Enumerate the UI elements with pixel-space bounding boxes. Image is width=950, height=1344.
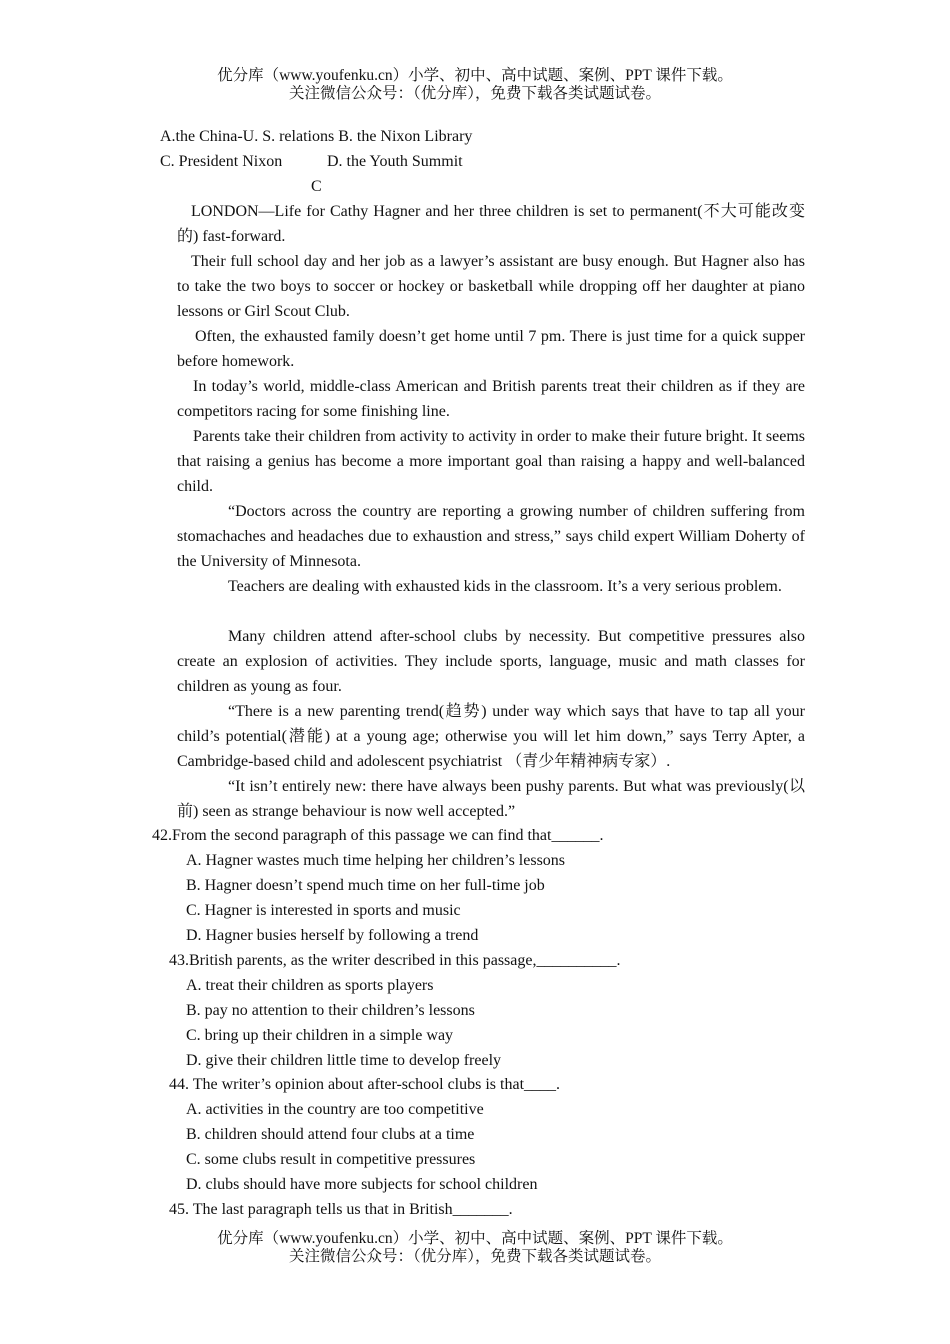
passage-paragraph-10: “It isn’t entirely new: there have always been pushy parents. But what was previously(以前) seen as strange behaviour is now well accepted.” <box>177 778 805 820</box>
question-44-option-c: C. some clubs result in competitive pressures <box>186 1151 476 1168</box>
question-42-option-b: B. Hagner doesn’t spend much time on her full-time job <box>186 877 545 894</box>
passage-paragraph-7: Teachers are dealing with exhausted kids in the classroom. It’s a very serious problem. <box>228 578 782 595</box>
section-label: C <box>311 178 322 195</box>
passage-paragraph-5: Parents take their children from activity to activity in order to make their future bright. It seems that raising a genius has become a more important goal than raising a happy and well-balanced child. <box>177 428 805 495</box>
passage-paragraph-2: Their full school day and her job as a lawyer’s assistant are busy enough. But Hagner also has to take the two boys to soccer or hockey or basketball while dropping off her daughter at piano lessons or Girl Scout Club. <box>177 253 805 320</box>
question-43-option-d: D. give their children little time to develop freely <box>186 1052 502 1069</box>
question-43-option-b: B. pay no attention to their children’s lessons <box>186 1002 475 1019</box>
prev-option-c: C. President Nixon <box>160 153 283 170</box>
passage-paragraph-8: Many children attend after-school clubs by necessity. But competitive pressures also create an explosion of activities. They include sports, language, music and math classes for children as young as four. <box>177 628 805 695</box>
question-45-stem: 45. The last paragraph tells us that in British_______. <box>169 1201 513 1218</box>
question-42-stem: 42.From the second paragraph of this passage we can find that______. <box>152 827 604 844</box>
question-42-option-d: D. Hagner busies herself by following a trend <box>186 927 479 944</box>
passage-paragraph-4: In today’s world, middle-class American and British parents treat their children as if they are competitors racing for some finishing line. <box>177 378 805 420</box>
passage-paragraph-1: LONDON—Life for Cathy Hagner and her three children is set to permanent(不大可能改变的) fast-forward. <box>177 203 805 245</box>
question-44-option-d: D. clubs should have more subjects for school children <box>186 1176 538 1193</box>
question-42-option-c: C. Hagner is interested in sports and music <box>186 902 461 919</box>
question-43-stem: 43.British parents, as the writer described in this passage,__________. <box>169 952 621 969</box>
question-42-option-a: A. Hagner wastes much time helping her children’s lessons <box>186 852 566 869</box>
page-footer-line-1: 优分库（www.youfenku.cn）小学、初中、高中试题、案例、PPT 课件下载。 <box>217 1230 733 1247</box>
page-header-line-2: 关注微信公众号：（优分库），免费下载各类试题试卷。 <box>288 85 661 102</box>
question-44-stem: 44. The writer’s opinion about after-school clubs is that____. <box>169 1076 561 1093</box>
passage-paragraph-6: “Doctors across the country are reporting a growing number of children suffering from stomachaches and headaches due to exhaustion and stress,” says child expert William Doherty of the University of Minnesota. <box>177 503 805 570</box>
question-43-option-a: A. treat their children as sports players <box>186 977 434 994</box>
page-header-line-1: 优分库（www.youfenku.cn）小学、初中、高中试题、案例、PPT 课件下载。 <box>217 67 733 84</box>
page-footer-line-2: 关注微信公众号：（优分库），免费下载各类试题试卷。 <box>288 1248 661 1265</box>
prev-options-row-1: A.the China-U. S. relations B. the Nixon Library <box>160 128 473 145</box>
question-43-option-c: C. bring up their children in a simple way <box>186 1027 454 1044</box>
question-44-option-b: B. children should attend four clubs at a time <box>186 1126 475 1143</box>
passage-paragraph-3: Often, the exhausted family doesn’t get home until 7 pm. There is just time for a quick supper before homework. <box>177 328 805 370</box>
question-44-option-a: A. activities in the country are too competitive <box>186 1101 484 1118</box>
passage-paragraph-9: “There is a new parenting trend(趋势) under way which says that have to tap all your child’s potential(潜能) at a young age; otherwise you will let him down,” says Terry Apter, a Cambridge-based child and adolescent psychiatrist （青少年精神病专家）. <box>177 703 805 770</box>
prev-option-d: D. the Youth Summit <box>327 153 463 170</box>
